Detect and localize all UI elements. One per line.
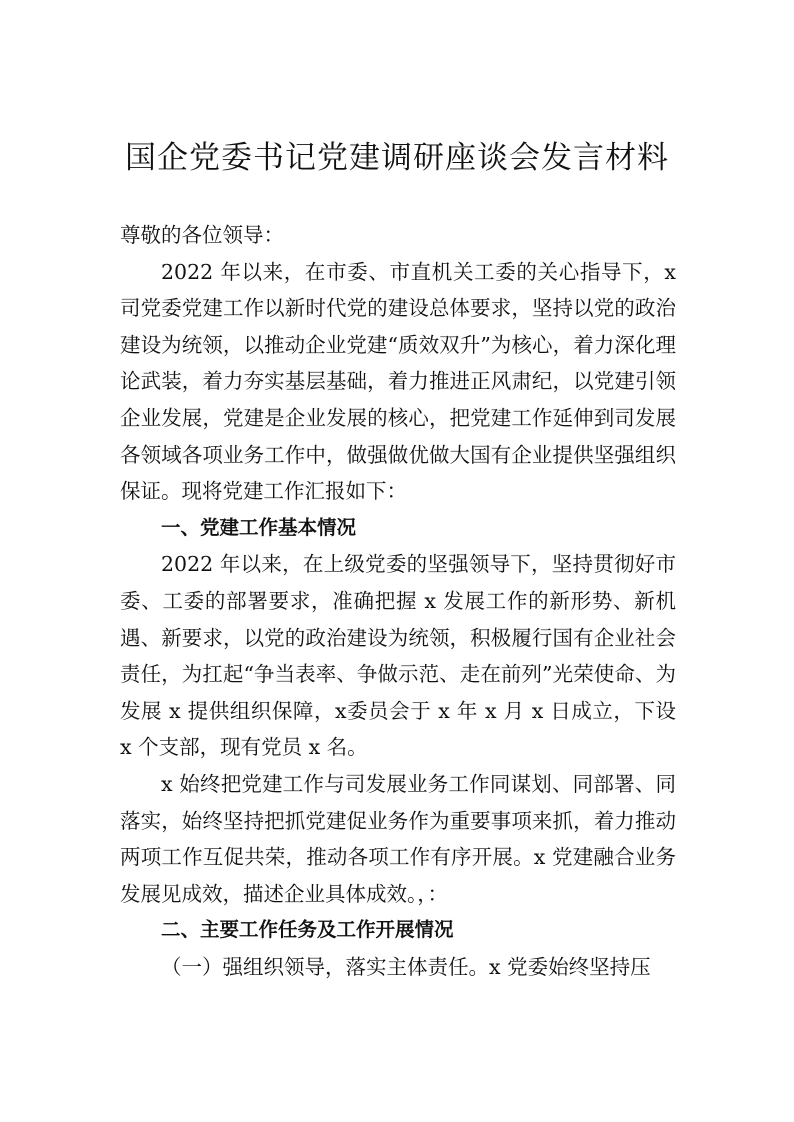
document-title: 国企党委书记党建调研座谈会发言材料 (125, 140, 669, 176)
intro-paragraph: 2022 年以来，在市委、市直机关工委的关心指导下，x司党委党建工作以新时代党的建设总体要求，坚持以党的政治建设为统领，以推动企业党建“质效双升”为核心，着力深化理论武装，着力夯实基层基础，着力推进正风肃纪，以党建引领企业发展，党建是企业发展的核心，把党建工作延伸到司发展各领域各项业务工作中，做强做优做大国有企业提供坚强组织保证。现将党建工作汇报如下： (120, 259, 676, 504)
section2-subheading-1: （一）强组织领导，落实主体责任。x 党委始终坚持压 (161, 954, 651, 979)
section1-paragraph-1: 2022 年以来，在上级党委的坚强领导下，坚持贯彻好市委、工委的部署要求，准确把握 x 发展工作的新形势、新机遇、新要求，以党的政治建设为统领，积极履行国有企业社会责任，为扛起“争当表率、争做示范、走在前列”光荣使命、为发展 x 提供组织保障，x委员会于 x 年 x 月 x 日成立，下设 x 个支部，现有党员 x 名。 (120, 552, 676, 760)
salutation: 尊敬的各位领导： (120, 223, 284, 247)
section-heading-2: 二、主要工作任务及工作开展情况 (161, 918, 454, 942)
document-body (120, 217, 676, 985)
section-heading-1: 一、党建工作基本情况 (161, 515, 357, 539)
section1-paragraph-2: x 始终把党建工作与司发展业务工作同谋划、同部署、同落实，始终坚持把抓党建促业务作为重要事项来抓，着力推动两项工作互促共荣，推动各项工作有序开展。x 党建融合业务发展见成效，描述企业具体成效。，： (120, 771, 676, 906)
